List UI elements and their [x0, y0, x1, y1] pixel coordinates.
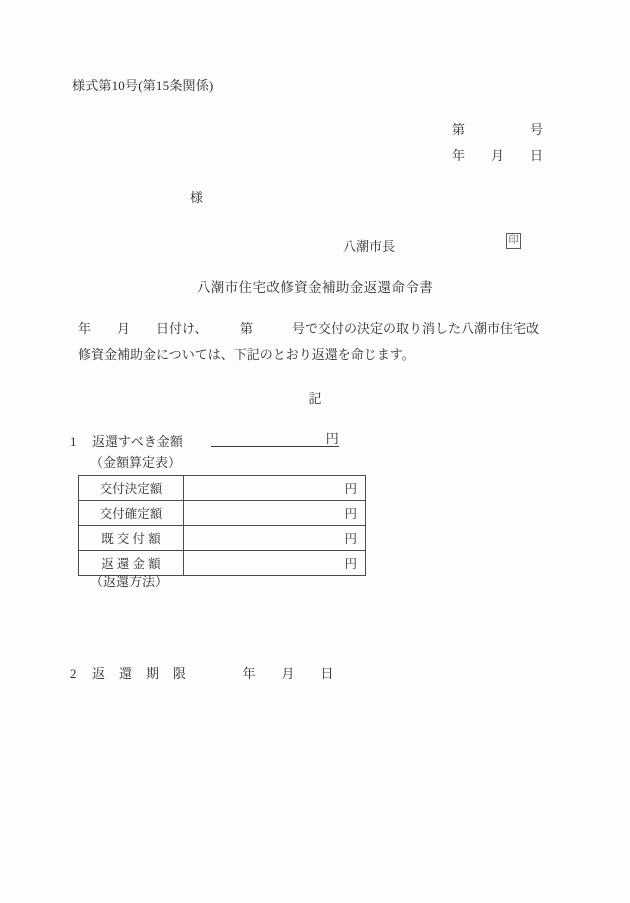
table-row-label: 交付確定額 — [79, 501, 184, 526]
item-2-deadline-date: 年 月 日 — [242, 666, 334, 681]
issuer-name: 八潮市長 — [343, 238, 396, 254]
table-row-label: 既 交 付 額 — [79, 526, 184, 551]
form-code-header: 様式第10号(第15条関係) — [72, 78, 214, 93]
item-1-row — [70, 431, 339, 449]
item-1-number: 1 — [70, 434, 77, 449]
body-paragraph-line-2: 修資金補助金については、下記のとおり返還を命じます。 — [78, 347, 415, 362]
issuer-row — [343, 235, 543, 255]
item-2-number: 2 — [70, 666, 77, 681]
document-date-field: 年 月 日 — [452, 148, 544, 163]
table-row-label: 返 還 金 額 — [79, 551, 184, 576]
table-row-value: 円 — [184, 476, 366, 501]
table-row-value: 円 — [184, 526, 366, 551]
page-title: 八潮市住宅改修資金補助金返還命令書 — [196, 280, 434, 295]
item-2-label: 返 還 期 限 — [92, 666, 187, 681]
table-row-value: 円 — [184, 501, 366, 526]
table-row — [79, 476, 366, 501]
table-row-value: 円 — [184, 551, 366, 576]
addressee-honorific: 様 — [190, 190, 204, 205]
item-1-currency-unit: 円 — [325, 431, 339, 446]
table-row — [79, 501, 366, 526]
table-row-label: 交付決定額 — [79, 476, 184, 501]
table-row — [79, 551, 366, 576]
seal-stamp-box: 印 — [506, 233, 521, 249]
item-1-amount-blank — [211, 432, 339, 447]
item-2-row — [70, 663, 334, 681]
calc-table-caption: （金額算定表） — [90, 455, 182, 470]
body-paragraph-line-1: 年 月 日付け、 第 号で交付の決定の取り消した八潮市住宅改 — [78, 321, 539, 336]
document-number-field: 第 号 — [452, 122, 544, 137]
item-1-label: 返還すべき金額 — [92, 434, 183, 449]
ki-divider-mark: 記 — [308, 391, 322, 406]
table-row — [79, 526, 366, 551]
repayment-method-caption: （返還方法） — [90, 574, 169, 589]
calculation-table — [78, 475, 366, 576]
